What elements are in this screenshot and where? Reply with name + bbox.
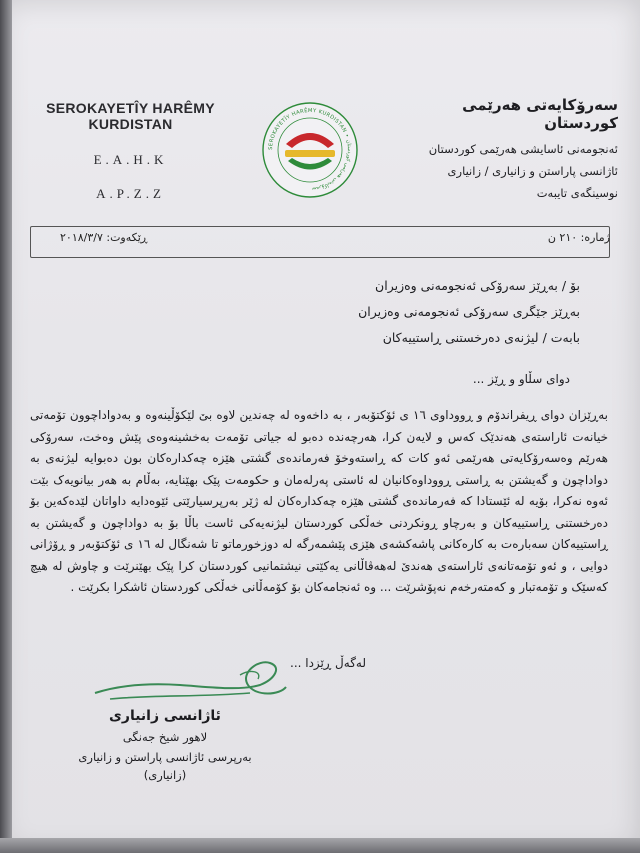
page-bottom-edge	[0, 838, 640, 853]
addressee-to: بۆ / بەڕێز سەرۆکی ئەنجومەنی وەزیران	[375, 278, 580, 293]
signer-agency: ئاژانسی زانیاری	[109, 708, 221, 724]
letter-subject: بابەت / لیژنەی دەرخستنی ڕاستییەکان	[382, 330, 580, 345]
signature-block	[55, 708, 275, 782]
council-name: ئەنجومەنی ئاسایشی هەرێمی کوردستان	[428, 142, 618, 156]
reference-number: ژمارە: ٢١٠ ن	[547, 231, 610, 244]
org-name-latin: SEROKAYETÎY HARÊMY KURDISTAN	[46, 100, 215, 132]
letterhead-kurdish	[388, 96, 618, 200]
signer-name: لاهور شیخ جەنگی	[122, 730, 208, 744]
org-abbrev-2: A.P.Z.Z	[96, 186, 165, 201]
letter-body: بەڕێزان دوای ڕیفراندۆم و ڕووداوی ١٦ ی ئۆکتۆبەر ، بە داخەوە لە چەندین لاوە بێ لێکۆڵینەوە و بەدواداچوون تۆمەتی خیانەت ئاراستەی هەندێک کەس و لایەن کرا، هەرچەندە دەبو لە جیاتی تۆمەت بەخشینەوەی پێش وەخت، سەرۆکی هەرێم وەسەرۆکایەتی هەرێمی ئەو کات کە ڕاستەوخۆ فەرماندەی گشتی هێزە چەکدارەکان بون دەبوایە لیژنەی بە دواداچون و گەیشتن بە ڕاستی ڕووداوەکانیان لە ئاستی پەرلەمان و حکومەت پێک بهێنایە، بەڵام بە هەر بیانویەک بێت ئەوە نەکرا، بۆیە لە ئێستادا کە فەرماندەی گشتی هێزە چەکدارەکان لە ژێر بەرپرسیارێتی ئێوەدایە داواتان لێدەکەین بۆ دەرخستنی ڕاستییەکان و بەرچاو ڕونکردنی خەڵکی کوردستان لیژنەیەکی ئاست باڵا بۆ بە دواداچون و گەیشتن بە ڕاستییەکان سەبارەت بە کارەکانی پاشەکشەی هێزی پێشمەرگە لە دوزخورماتو تا شەنگال لە ١٦ ی ئۆکتۆبەر و ڕۆژانی دوایی ، و ئەو تۆمەتانەی ئاراستەی هەندێ لەهەڤاڵانی یەکێتی نیشتمانیی کوردستان کرا پێک بهێنرێت و چاوش لە هیچ کەسێک و تۆمەتبار و کەمتەرخەم نەپۆشرێت ... وە ئەنجامەکان بۆ کۆمەڵانی خەڵکی کوردستان ئاشکرا بکرێت .	[30, 408, 608, 594]
letterhead-latin	[18, 100, 243, 202]
reference-date: ڕێکەوت: ٢٠١٨/٣/٧	[60, 231, 148, 244]
greeting: دوای سڵاو و ڕێز ...	[472, 372, 570, 386]
handwritten-signature-icon	[90, 655, 290, 710]
org-abbrev-1: E.A.H.K	[93, 152, 168, 167]
org-name-kurdish: سەرۆکایەتی هەرێمی کوردستان	[462, 96, 618, 132]
page-left-shadow	[0, 0, 12, 853]
signer-position: بەرپرسی ئاژانسی پاراستن و زانیاری	[78, 750, 252, 764]
closing-regards: لەگەڵ ڕێزدا ...	[290, 656, 366, 670]
office-name: نوسینگەی تایبەت	[536, 186, 618, 200]
svg-text:SEROKAYETÎY HARÊMY KURDISTAN •: SEROKAYETÎY HARÊMY KURDISTAN • سەرۆکایەتی هەرێمی کوردستان	[267, 107, 353, 192]
addressee-cc: بەڕێز جێگری سەرۆکی ئەنجومەنی وەزیران	[358, 304, 580, 319]
signer-note: (زانیاری)	[143, 768, 187, 782]
kurdistan-presidency-seal-icon	[260, 100, 360, 200]
agency-name: ئاژانسی پاراستن و زانیاری / زانیاری	[447, 164, 618, 178]
